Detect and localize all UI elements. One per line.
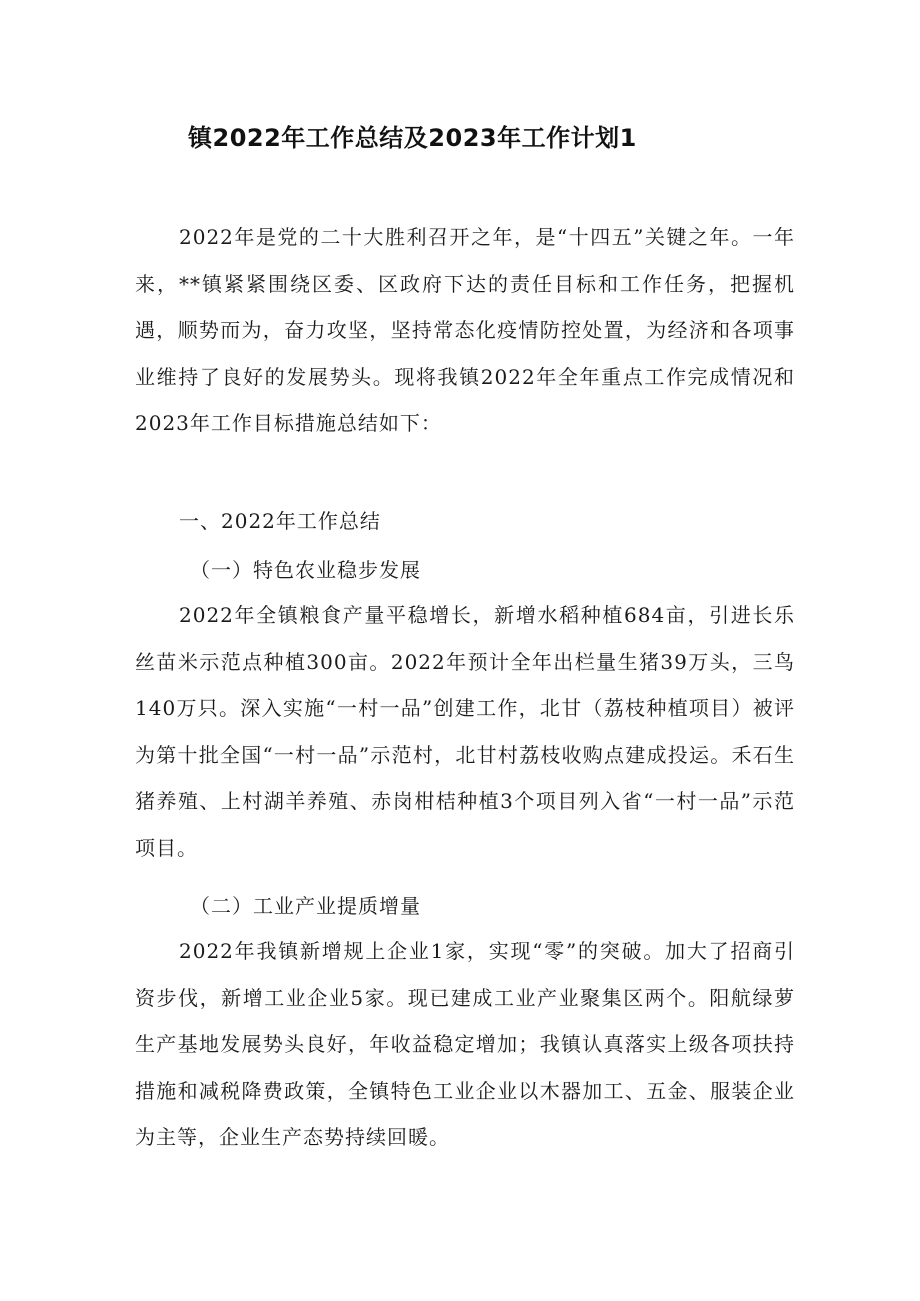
intro-paragraph: 2022年是党的二十大胜利召开之年，是“十四五”关键之年。一年来，**镇紧紧围绕区委、区政府下达的责任目标和工作任务，把握机遇，顺势而为，奋力攻坚，坚持常态化疫情防控处置，为经济和各项事业维持了良好的发展势头。现将我镇2022年全年重点工作完成情况和2023年工作目标措施总结如下： [135, 225, 795, 435]
section-heading-work-summary: 一、2022年工作总结 [179, 509, 381, 533]
agriculture-paragraph: 2022年全镇粮食产量平稳增长，新增水稻种植684亩，引进长乐丝苗米示范点种植300亩。2022年预计全年出栏量生猪39万头，三鸟140万只。深入实施“一村一品”创建工作，北甘（荔枝种植项目）被评为第十批全国“一村一品”示范村，北甘村荔枝收购点建成投运。禾石生猪养殖、上村湖羊养殖、赤岗柑桔种植3个项目列入省“一村一品”示范项目。 [135, 603, 795, 860]
industry-paragraph: 2022年我镇新增规上企业1家，实现“零”的突破。加大了招商引资步伐，新增工业企业5家。现已建成工业产业聚集区两个。阳航绿萝生产基地发展势头良好，年收益稳定增加；我镇认真落实上级各项扶持措施和减税降费政策，全镇特色工业企业以木器加工、五金、服装企业为主等，企业生产态势持续回暖。 [135, 939, 795, 1149]
subsection-heading-industry: （二）工业产业提质增量 [190, 894, 421, 918]
document-title: 镇2022年工作总结及2023年工作计划1 [188, 124, 637, 152]
subsection-heading-agriculture: （一）特色农业稳步发展 [190, 558, 421, 582]
